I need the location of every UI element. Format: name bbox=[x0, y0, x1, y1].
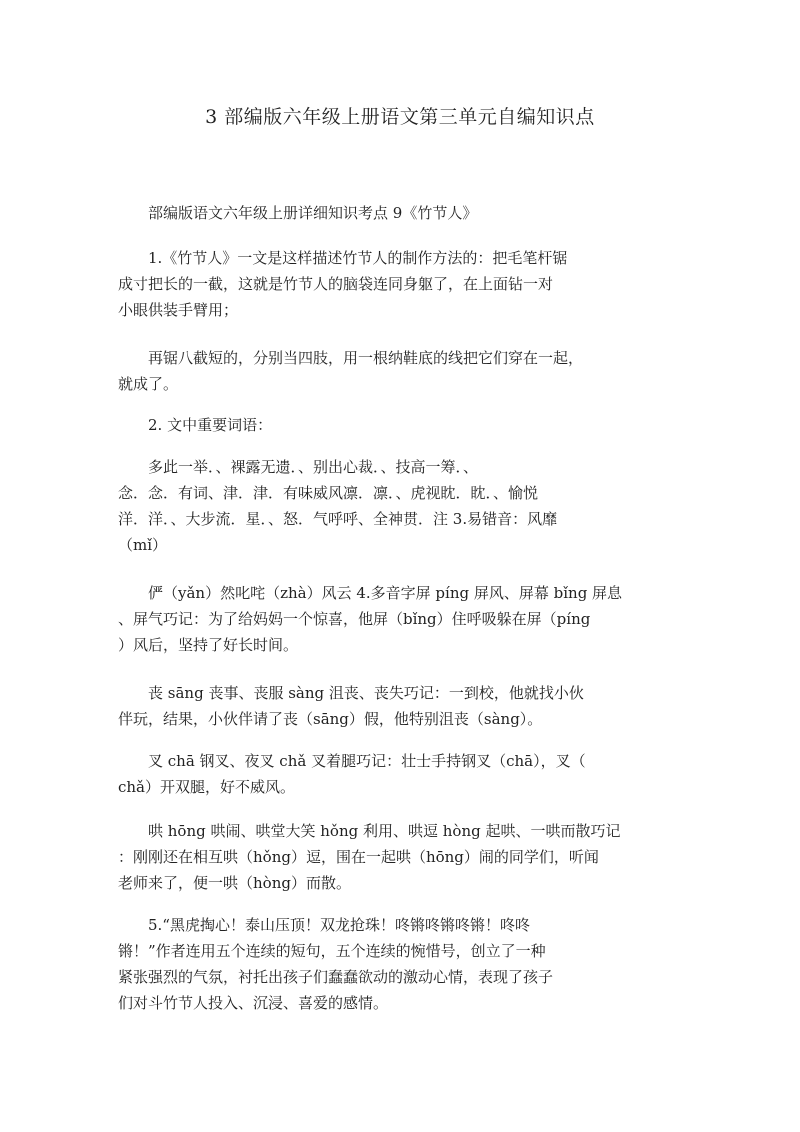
text-line: 小眼供装手臂用； bbox=[118, 301, 239, 319]
paragraph-5 bbox=[118, 580, 698, 658]
text-line: 丧 sāng 丧事、丧服 sàng 沮丧、丧失巧记：一到校，他就找小伙 bbox=[148, 684, 584, 702]
text-line: 2. 文中重要词语： bbox=[148, 416, 273, 434]
paragraph-7 bbox=[118, 748, 698, 800]
subtitle-line: 部编版语文六年级上册详细知识考点 9《竹节人》 bbox=[148, 204, 478, 222]
text-line: （mǐ） bbox=[118, 536, 168, 554]
paragraph-1 bbox=[118, 245, 698, 323]
paragraph-6 bbox=[118, 680, 698, 732]
text-line: ）风后，坚持了好长时间。 bbox=[118, 636, 299, 654]
text-line: 俨（yǎn）然叱咤（zhà）风云 4.多音字屏 píng 屏风、屏幕 bǐng 屏息 bbox=[148, 584, 623, 602]
text-line: 伴玩，结果，小伙伴请了丧（sāng）假，他特别沮丧（sàng）。 bbox=[118, 710, 543, 728]
text-line: 再锯八截短的，分别当四肢，用一根纳鞋底的线把它们穿在一起， bbox=[148, 349, 584, 367]
paragraph-4 bbox=[118, 454, 698, 558]
text-line: 洋．洋．、大步流．星．、怒．气呼呼、全神贯．注 3.易错音：风靡 bbox=[118, 510, 558, 528]
document-title: 3 部编版六年级上册语文第三单元自编知识点 bbox=[205, 106, 595, 128]
text-line: 紧张强烈的气氛，衬托出孩子们蠢蠢欲动的激动心情，表现了孩子 bbox=[118, 968, 554, 986]
text-line: 叉 chā 钢叉、夜叉 chǎ 叉着腿巧记：壮士手持钢叉（chā），叉（ bbox=[148, 752, 586, 770]
text-line: 1.《竹节人》一文是这样描述竹节人的制作方法的：把毛笔杆锯 bbox=[148, 249, 568, 267]
text-line: chǎ）开双腿，好不威风。 bbox=[118, 778, 296, 796]
text-line: 锵！”作者连用五个连续的短句，五个连续的惋惜号，创立了一种 bbox=[118, 942, 546, 960]
text-line: 老师来了，便一哄（hòng）而散。 bbox=[118, 874, 351, 892]
paragraph-2 bbox=[118, 345, 698, 397]
paragraph-3 bbox=[118, 412, 698, 438]
text-line: ：刚刚还在相互哄（hǒng）逗，围在一起哄（hōng）闹的同学们，听闻 bbox=[118, 848, 599, 866]
subtitle-paragraph bbox=[118, 200, 698, 226]
text-line: 们对斗竹节人投入、沉浸、喜爱的感情。 bbox=[118, 994, 389, 1012]
text-line: 5.“黑虎掏心！泰山压顶！双龙抢珠！咚锵咚锵咚锵！咚咚 bbox=[148, 916, 530, 934]
text-line: 哄 hōng 哄闹、哄堂大笑 hǒng 利用、哄逗 hòng 起哄、一哄而散巧记 bbox=[148, 822, 621, 840]
paragraph-8 bbox=[118, 818, 698, 896]
paragraph-9 bbox=[118, 912, 698, 1016]
text-line: 念．念．有词、津．津．有味威风凛．凛．、虎视眈．眈．、愉悦 bbox=[118, 484, 539, 502]
text-line: 、屏气巧记：为了给妈妈一个惊喜，他屏（bǐng）住呼吸躲在屏（píng bbox=[118, 610, 591, 628]
text-line: 就成了。 bbox=[118, 375, 179, 393]
text-line: 多此一举．、裸露无遗．、别出心裁．、技高一筹．、 bbox=[148, 458, 479, 476]
text-line: 成寸把长的一截，这就是竹节人的脑袋连同身躯了，在上面钻一对 bbox=[118, 275, 554, 293]
